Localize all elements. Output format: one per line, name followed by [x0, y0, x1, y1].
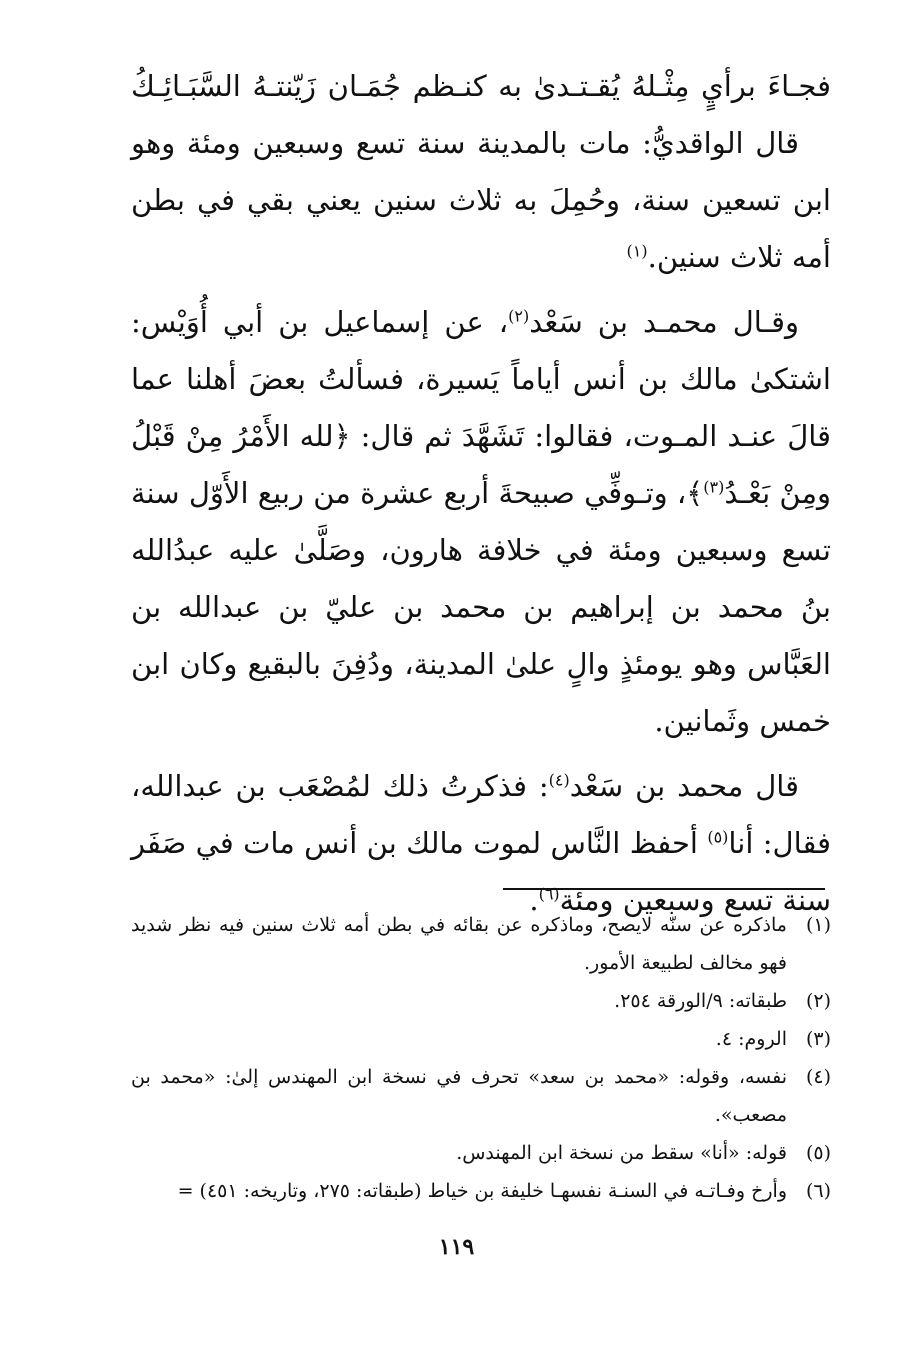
- paragraph-text: ، عن إسماعيل بن أبي أُوَيْس: اشتكىٰ مالك بن أنس أياماً يَسيرة، فسألتُ بعضَ أهلنا عما قالَ عنـد المـوت، فقالوا: تَشَهَّدَ ثم قال: ﴿لله الأَمْرُ مِنْ قَبْلُ ومِنْ بَعْـدُ: [131, 305, 832, 510]
- footnote-number: (١): [805, 914, 831, 936]
- paragraph-waqidi: [131, 115, 831, 286]
- paragraph-text: وقـال محمـد بن سَعْد: [529, 305, 799, 339]
- footnote-divider: [503, 888, 825, 890]
- footnote-text: نفسه، وقوله: «محمد بن سعد» تحرف في نسخة ابن المهندس إلىٰ: «محمد بن مصعب».: [131, 1066, 787, 1126]
- footnote-text: قوله: «أنا» سقط من نسخة ابن المهندس.: [456, 1142, 787, 1164]
- paragraph-text: أحفظ النَّاس لموت مالك بن أنس مات في صَفَر سنة تسع وسبعين ومئة: [131, 826, 831, 917]
- poetry-verse: فجـاءَ برأيٍ مِثْـلهُ يُقـتـدىٰ به كنـظم جُمَـان زَيّنتـهُ السَّبَـائِـكُ: [131, 69, 831, 103]
- paragraph-text: قال الواقديُّ: مات بالمدينة سنة تسع وسبعين ومئة وهو ابن تسعين سنة، وحُمِلَ به ثلاث سنين يعني بقي في بطن أمه ثلاث سنين.: [131, 126, 831, 274]
- paragraph-text: قال محمد بن سَعْد: [569, 769, 799, 803]
- main-text: [131, 58, 831, 929]
- paragraph-text: ﴾، وتـوفِّي صبيحةَ أربع عشرة من ربيع الأَوّل سنة تسع وسبعين ومئة في خلافة هارون، وصَلَّىٰ عليه عبدُالله بنُ محمد بن إبراهيم بن محمد بن عليّ بن عبدالله بن العَبَّاس وهو يومئذٍ والٍ علىٰ المدينة، ودُفِنَ بالبقيع وكان ابن خمس وثَمانين.: [131, 476, 831, 738]
- footnote-item: [131, 906, 831, 982]
- paragraph-text: : فذكرتُ ذلك لمُصْعَب بن عبدالله، فقال: أنا: [131, 769, 831, 860]
- footnote-number: (٤): [805, 1066, 831, 1088]
- footnote-text: طبقاته: ٩/الورقة ٢٥٤.: [614, 990, 787, 1012]
- paragraph-text: .: [529, 883, 539, 917]
- page-number: ١١٩: [438, 1234, 475, 1260]
- footnote-ref-2: (٢): [508, 306, 530, 326]
- footnote-ref-6: (٦): [538, 884, 560, 904]
- paragraph-musab: [131, 758, 831, 929]
- footnote-ref-3: (٣): [703, 477, 725, 497]
- footnote-item: [131, 1134, 831, 1172]
- footnote-number: (٢): [805, 990, 831, 1012]
- paragraph-ibn-sad: [131, 294, 831, 750]
- footnote-item: [131, 1172, 831, 1210]
- footnote-ref-4: (٤): [548, 770, 570, 790]
- footnote-number: (٦): [805, 1180, 831, 1202]
- footnote-text: الروم: ٤.: [715, 1028, 787, 1050]
- footnotes: [131, 906, 831, 1210]
- footnote-number: (٥): [805, 1142, 831, 1164]
- footnote-item: [131, 982, 831, 1020]
- footnote-ref-1: (١): [626, 241, 648, 261]
- footnote-item: [131, 1020, 831, 1058]
- footnote-ref-5: (٥): [707, 827, 729, 847]
- footnote-text: وأرخ وفـاتـه في السنـة نفسهـا خليفة بن خياط (طبقاته: ٢٧٥، وتاريخه: ٤٥١) =: [177, 1180, 787, 1202]
- footnote-number: (٣): [805, 1028, 831, 1050]
- footnote-item: [131, 1058, 831, 1134]
- footnote-text: ماذكره عن سنّه لايصح، وماذكره عن بقائه في بطن أمه ثلاث سنين فيه نظر شديد فهو مخالف لطبيعة الأمور.: [131, 914, 787, 974]
